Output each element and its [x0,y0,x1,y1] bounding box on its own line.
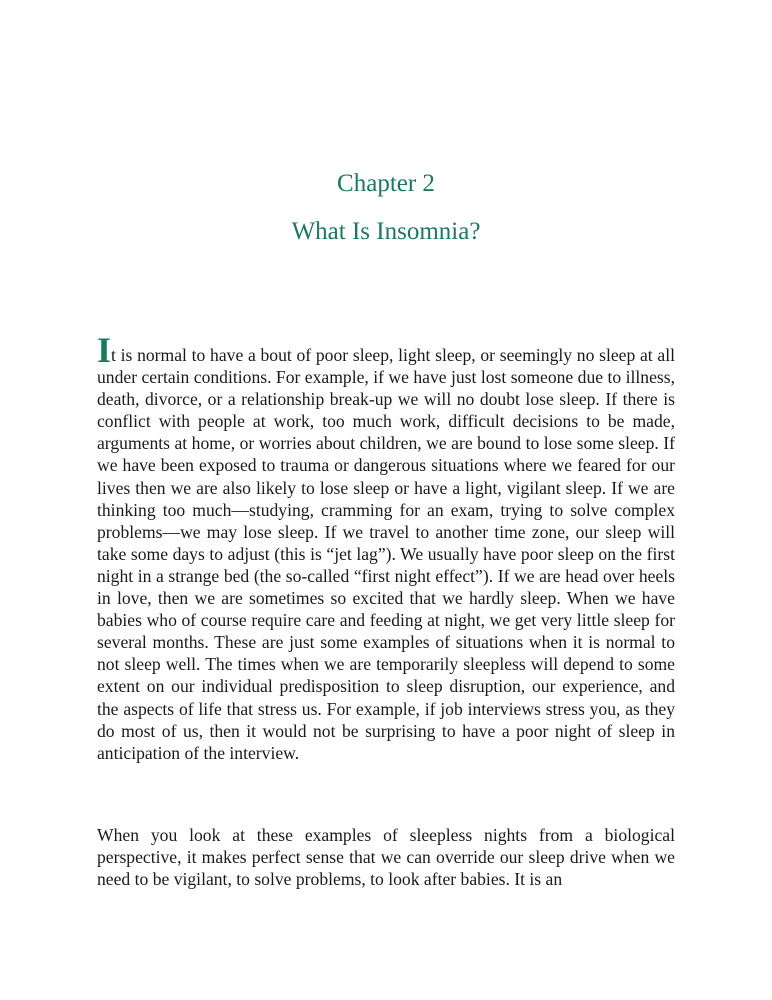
chapter-title: What Is Insomnia? [291,218,481,245]
chapter-number: Chapter 2 [337,170,435,197]
body-paragraph-1 [97,330,675,764]
body-paragraph-2 [97,824,675,890]
paragraph-2-text: When you look at these examples of sleepless nights from a biological perspective, it makes perfect sense that we can override our sleep drive when we need to be vigilant, to solve problems, to look after babies. It is an [97,825,675,890]
paragraph-1-text: t is normal to have a bout of poor sleep, light sleep, or seemingly no sleep at all under certain conditions. For example, if we have just lost someone due to illness, death, divorce, or a relationship break-up we will no doubt lose sleep. If there is conflict with people at work, too much work, difficult decisions to be made, arguments at home, or worries about children, we are bound to lose some sleep. If we have been exposed to trauma or dangerous situations where we feared for our lives then we are also likely to lose sleep or have a light, vigilant sleep. If we are thinking too much—studying, cramming for an exam, trying to solve complex problems—we may lose sleep. If we travel to another time zone, our sleep will take some days to adjust (this is “jet lag”). We usually have poor sleep on the first night in a strange bed (the so-called “first night effect”). If we are head over heels in love, then we are sometimes so excited that we hardly sleep. When we have babies who of course require care and feeding at night, we get very little sleep for several months. These are just some examples of situations when it is normal to not sleep well. The times when we are temporarily sleepless will depend to some extent on our individual predisposition to sleep disruption, our experience, and the aspects of life that stress us. For example, if job interviews stress you, as they do most of us, then it would not be surprising to have a poor night of sleep in anticipation of the interview. [97,345,675,763]
drop-cap: I [97,330,112,370]
